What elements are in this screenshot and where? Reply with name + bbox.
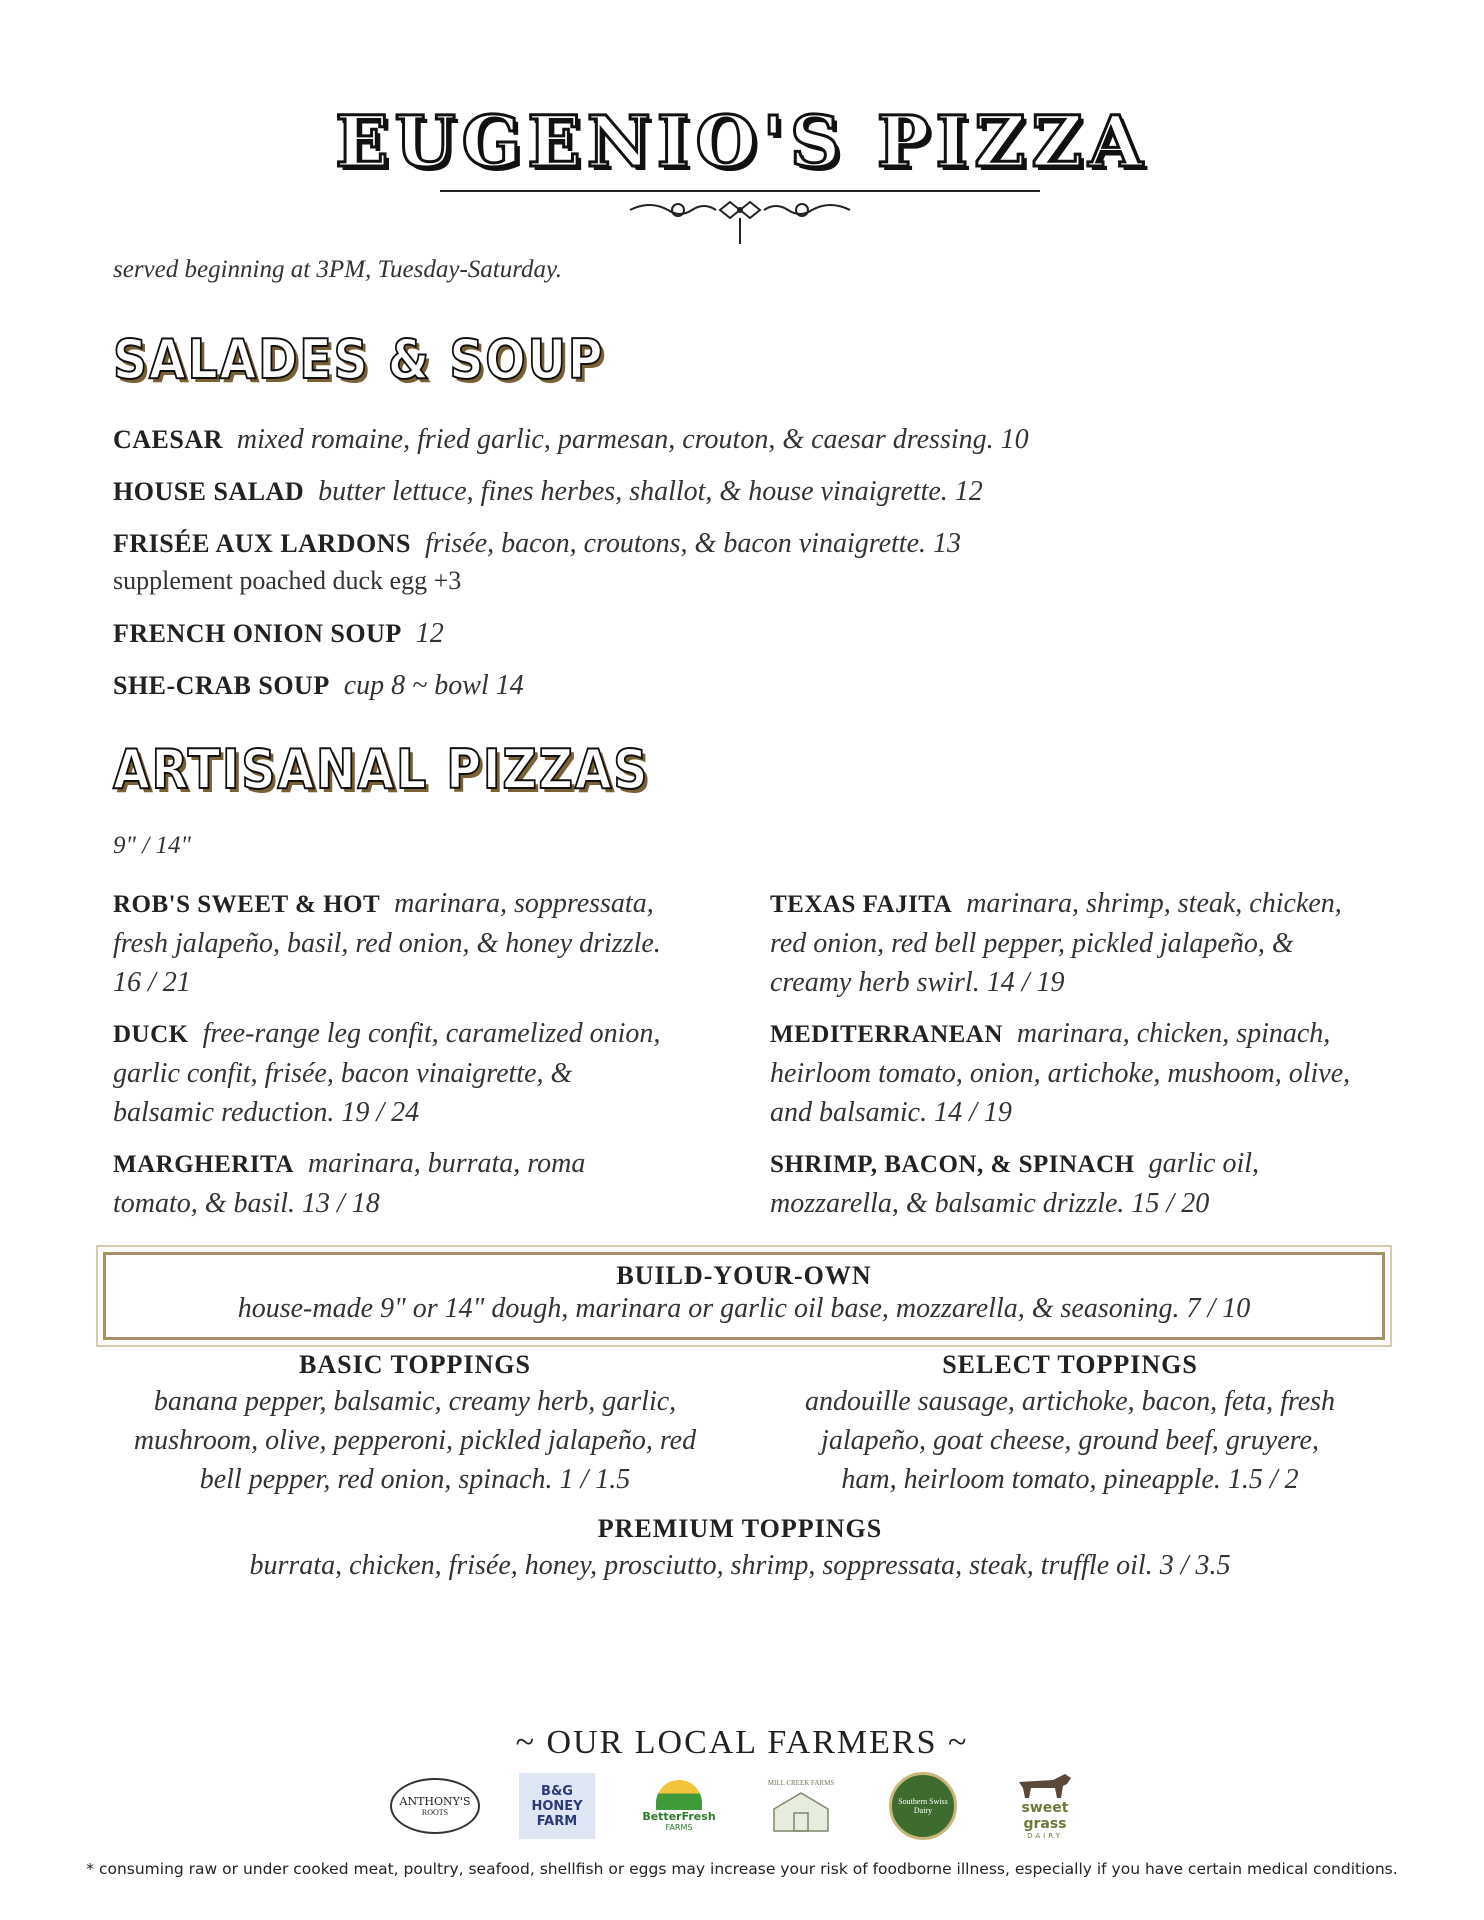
sweet-grass-dairy-logo (1000, 1768, 1090, 1844)
item-desc: cup 8 ~ bowl 14 (343, 670, 524, 701)
select-toppings (790, 1348, 1350, 1499)
cow-icon (1013, 1772, 1077, 1800)
logo-sub: ROOTS (421, 1808, 449, 1817)
item-desc: free-range leg confit, caramelized onion, garlic confit, frisée, bacon vinaigrette, & balsamic reduction. 19 / 24 (113, 1018, 661, 1128)
menu-item-margherita (113, 1144, 673, 1223)
item-name: DUCK (113, 1021, 189, 1048)
salads-heading: SALADES & SOUP (113, 328, 605, 391)
betterfresh-farms-logo (634, 1768, 724, 1844)
southern-swiss-dairy-logo (878, 1768, 968, 1844)
item-name: MARGHERITA (113, 1151, 294, 1178)
topping-title: SELECT TOPPINGS (942, 1350, 1198, 1379)
premium-toppings (130, 1512, 1350, 1585)
menu-item-she-crab (113, 670, 524, 702)
logo-text: ANTHONY'S (399, 1795, 471, 1808)
menu-item-texas-fajita (770, 884, 1370, 1002)
item-desc: frisée, bacon, croutons, & bacon vinaigrette. 13 (424, 528, 962, 559)
logo-sub: DAIRY (1027, 1832, 1063, 1840)
topping-desc: andouille sausage, artichoke, bacon, feta, fresh jalapeño, goat cheese, ground beef, gruyere, ham, heirloom tomato, pineapple. 1.5 / 2 (804, 1386, 1336, 1495)
mill-creek-farms-logo (756, 1768, 846, 1844)
menu-item-french-onion (113, 618, 444, 650)
menu-item-robs-sweet-hot (113, 884, 673, 1002)
item-note: supplement poached duck egg +3 (113, 566, 462, 595)
menu-item-shrimp-bacon-spinach (770, 1144, 1370, 1223)
item-desc: marinara, burrata, roma tomato, & basil. 13 / 18 (113, 1148, 586, 1219)
byo-desc: house-made 9" or 14" dough, marinara or garlic oil base, mozzarella, & seasoning. 7 / 10 (237, 1293, 1251, 1324)
pizza-sizes: 9" / 14" (113, 832, 191, 859)
basic-toppings (130, 1348, 700, 1499)
logo-text: B&G HONEY FARM (519, 1773, 595, 1839)
service-hours: served beginning at 3PM, Tuesday-Saturday. (113, 256, 563, 283)
item-name: SHE-CRAB SOUP (113, 671, 330, 700)
item-name: SHRIMP, BACON, & SPINACH (770, 1151, 1135, 1178)
farmer-logos (390, 1768, 1100, 1848)
title-divider (440, 190, 1040, 192)
menu-item-caesar (113, 424, 1029, 456)
restaurant-title: EUGENIO'S PIZZA (335, 100, 1149, 183)
item-name: MEDITERRANEAN (770, 1021, 1003, 1048)
item-name: HOUSE SALAD (113, 477, 305, 506)
logo-text: BetterFresh (642, 1810, 716, 1823)
item-desc: marinara, chicken, spinach, heirloom tomato, onion, artichoke, mushoom, olive, and balsamic. 14 / 19 (770, 1018, 1351, 1128)
menu-item-house-salad (113, 476, 983, 508)
item-desc: garlic oil, mozzarella, & balsamic drizzle. 15 / 20 (770, 1148, 1260, 1219)
bg-honey-farm-logo (512, 1768, 602, 1844)
local-farmers-heading: ~ OUR LOCAL FARMERS ~ (515, 1724, 969, 1761)
topping-title: BASIC TOPPINGS (299, 1350, 531, 1379)
topping-desc: banana pepper, balsamic, creamy herb, garlic, mushroom, olive, pepperoni, pickled jalapeño, red bell pepper, red onion, spinach. 1 / 1.5 (133, 1386, 697, 1495)
item-name: CAESAR (113, 425, 223, 454)
item-desc: marinara, shrimp, steak, chicken, red onion, red bell pepper, pickled jalapeño, & creamy herb swirl. 14 / 19 (770, 888, 1342, 998)
health-disclaimer: * consuming raw or under cooked meat, poultry, seafood, shellfish or eggs may increase your risk of foodborne illness, especially if you have certain medical conditions. (86, 1860, 1398, 1878)
topping-title: PREMIUM TOPPINGS (597, 1514, 883, 1543)
barn-icon (766, 1787, 836, 1833)
menu-item-mediterranean (770, 1014, 1370, 1132)
item-desc: butter lettuce, fines herbes, shallot, & house vinaigrette. 12 (318, 476, 983, 507)
byo-title: BUILD-YOUR-OWN (616, 1261, 872, 1290)
item-desc: 12 (415, 618, 444, 649)
logo-text: Southern Swiss Dairy (889, 1772, 957, 1840)
item-name: FRISÉE AUX LARDONS (113, 529, 411, 558)
logo-text: MILL CREEK FARMS (767, 1779, 835, 1787)
flourish-ornament-icon (620, 196, 860, 248)
menu-item-duck (113, 1014, 673, 1132)
build-your-own-box (103, 1252, 1385, 1340)
item-desc: mixed romaine, fried garlic, parmesan, crouton, & caesar dressing. 10 (236, 424, 1029, 455)
item-name: TEXAS FAJITA (770, 891, 953, 918)
item-desc: marinara, soppressata, fresh jalapeño, basil, red onion, & honey drizzle. 16 / 21 (113, 888, 661, 998)
logo-text: sweet grass (1021, 1800, 1069, 1832)
anthonys-roots-logo (390, 1768, 480, 1844)
topping-desc: burrata, chicken, frisée, honey, prosciutto, shrimp, soppressata, steak, truffle oil. 3 / 3.5 (249, 1550, 1231, 1581)
item-name: FRENCH ONION SOUP (113, 619, 402, 648)
item-name: ROB'S SWEET & HOT (113, 891, 381, 918)
menu-item-frisee (113, 528, 961, 560)
logo-sub: FARMS (665, 1823, 693, 1832)
pizzas-heading: ARTISANAL PIZZAS (113, 738, 650, 801)
